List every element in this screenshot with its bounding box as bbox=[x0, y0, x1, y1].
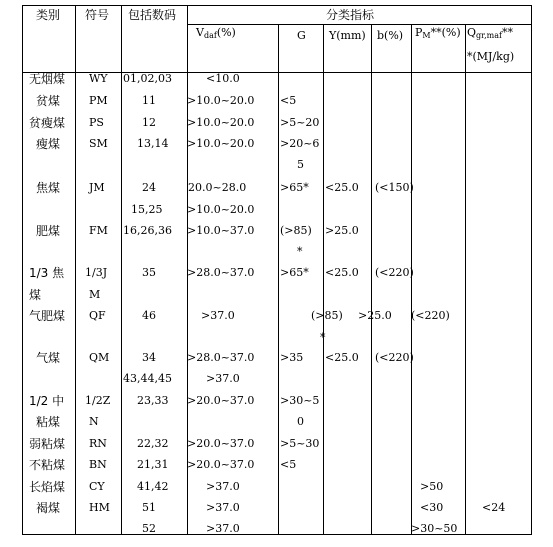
class-code: 51 bbox=[142, 501, 156, 514]
class-code: 43,44,45 bbox=[123, 372, 172, 385]
vdaf-value: <10.0 bbox=[206, 72, 240, 85]
vdaf-value: >28.0~37.0 bbox=[187, 351, 255, 364]
y-value: <25.0 bbox=[325, 351, 359, 364]
class-name: 褐煤 bbox=[36, 501, 61, 515]
b-value: (<150) bbox=[375, 181, 414, 194]
class-symbol: CY bbox=[89, 480, 105, 493]
header-class: 类别 bbox=[36, 8, 61, 22]
g-value: <5 bbox=[280, 458, 297, 471]
class-symbol: FM bbox=[89, 224, 108, 237]
g-value: >65* bbox=[280, 181, 309, 194]
class-symbol: SM bbox=[89, 137, 108, 150]
class-symbol: 1/3J bbox=[85, 266, 108, 279]
class-code: 12 bbox=[142, 116, 156, 129]
vdaf-value: 20.0~28.0 bbox=[188, 181, 247, 194]
column-divider bbox=[323, 24, 324, 534]
g-value: >65* bbox=[280, 266, 309, 279]
header-y: Y(mm) bbox=[329, 29, 366, 42]
g-value: (>85) bbox=[311, 309, 343, 322]
b-value: (<220) bbox=[375, 351, 414, 364]
vdaf-value: >37.0 bbox=[206, 522, 240, 535]
g-value: >5~20 bbox=[280, 116, 320, 129]
vdaf-value: >20.0~37.0 bbox=[187, 394, 255, 407]
class-name: 贫瘦煤 bbox=[29, 116, 66, 130]
class-symbol: RN bbox=[89, 437, 107, 450]
g-value: * bbox=[320, 331, 326, 344]
header-code: 包括数码 bbox=[128, 8, 177, 22]
class-code: 21,31 bbox=[137, 458, 169, 471]
b-value: (<220) bbox=[411, 309, 450, 322]
header-q: $Q_{gr,maf}**$ bbox=[467, 26, 513, 40]
g-value: >20~6 bbox=[280, 137, 320, 150]
column-divider bbox=[75, 6, 76, 534]
header-pm: $P_M**(\%)$ bbox=[415, 26, 461, 40]
vdaf-value: >10.0~20.0 bbox=[187, 203, 255, 216]
class-symbol: QM bbox=[89, 351, 110, 364]
header-divider bbox=[187, 24, 531, 25]
coal-classification-table bbox=[22, 5, 532, 535]
column-divider bbox=[371, 24, 372, 534]
class-symbol: HM bbox=[89, 501, 110, 514]
g-value: <5 bbox=[280, 94, 297, 107]
header-vdaf: $V_{daf}(\%)$ bbox=[196, 26, 236, 40]
class-name: 贫煤 bbox=[36, 94, 61, 108]
vdaf-value: >10.0~37.0 bbox=[187, 224, 255, 237]
g-value: >35 bbox=[280, 351, 304, 364]
pm-value: >50 bbox=[420, 480, 444, 493]
class-name: 弱粘煤 bbox=[29, 437, 66, 451]
header-indicators: 分类指标 bbox=[326, 8, 375, 22]
vdaf-value: >10.0~20.0 bbox=[187, 94, 255, 107]
class-name: 无烟煤 bbox=[29, 72, 66, 86]
pm-value: <30 bbox=[420, 501, 444, 514]
y-value: >25.0 bbox=[358, 309, 392, 322]
class-code: 41,42 bbox=[137, 480, 169, 493]
y-value: <25.0 bbox=[325, 266, 359, 279]
g-value: 0 bbox=[297, 415, 304, 428]
vdaf-value: >37.0 bbox=[206, 501, 240, 514]
header-g: G bbox=[297, 29, 306, 42]
class-code: 35 bbox=[142, 266, 156, 279]
class-symbol: 1/2Z bbox=[85, 394, 111, 407]
vdaf-value: >37.0 bbox=[206, 372, 240, 385]
class-code: 23,33 bbox=[137, 394, 169, 407]
class-name: 煤 bbox=[29, 288, 42, 302]
class-symbol: N bbox=[89, 415, 99, 428]
header-symbol: 符号 bbox=[85, 8, 110, 22]
column-divider bbox=[278, 24, 279, 534]
class-symbol: JM bbox=[89, 181, 105, 194]
class-name: 长焰煤 bbox=[29, 480, 66, 494]
vdaf-value: >37.0 bbox=[206, 480, 240, 493]
class-code: 01,02,03 bbox=[123, 72, 172, 85]
class-code: 22,32 bbox=[137, 437, 169, 450]
class-code: 11 bbox=[142, 94, 156, 107]
class-name: 1/3 焦 bbox=[29, 266, 65, 280]
header-b: b(%) bbox=[377, 29, 404, 42]
vdaf-value: >10.0~20.0 bbox=[187, 116, 255, 129]
b-value: (<220) bbox=[375, 266, 414, 279]
class-name: 气肥煤 bbox=[29, 309, 66, 323]
g-value: >5~30 bbox=[280, 437, 320, 450]
class-code: 13,14 bbox=[137, 137, 169, 150]
vdaf-value: >28.0~37.0 bbox=[187, 266, 255, 279]
class-code: 15,25 bbox=[131, 203, 163, 216]
class-symbol: BN bbox=[89, 458, 107, 471]
pm-value: >30~50 bbox=[411, 522, 458, 535]
class-symbol: WY bbox=[89, 72, 108, 85]
vdaf-value: >20.0~37.0 bbox=[187, 437, 255, 450]
vdaf-value: >37.0 bbox=[201, 309, 235, 322]
y-value: >25.0 bbox=[325, 224, 359, 237]
class-symbol: QF bbox=[89, 309, 106, 322]
vdaf-value: >20.0~37.0 bbox=[187, 458, 255, 471]
class-code: 34 bbox=[142, 351, 156, 364]
class-code: 52 bbox=[142, 522, 156, 535]
class-name: 1/2 中 bbox=[29, 394, 65, 408]
g-value: (>85) bbox=[280, 224, 312, 237]
class-code: 24 bbox=[142, 181, 156, 194]
class-symbol: PS bbox=[89, 116, 104, 129]
class-code: 46 bbox=[142, 309, 156, 322]
class-name: 粘煤 bbox=[36, 415, 61, 429]
g-value: * bbox=[297, 245, 303, 258]
class-symbol: M bbox=[89, 288, 101, 301]
column-divider bbox=[121, 6, 122, 534]
y-value: <25.0 bbox=[325, 181, 359, 194]
q-value: <24 bbox=[482, 501, 506, 514]
column-divider bbox=[465, 24, 466, 534]
g-value: >30~5 bbox=[280, 394, 320, 407]
vdaf-value: >10.0~20.0 bbox=[187, 137, 255, 150]
class-name: 肥煤 bbox=[36, 224, 61, 238]
class-name: 气煤 bbox=[36, 351, 61, 365]
class-name: 不粘煤 bbox=[29, 458, 66, 472]
class-symbol: PM bbox=[89, 94, 108, 107]
g-value: 5 bbox=[297, 158, 304, 171]
header-q-unit: *(MJ/kg) bbox=[467, 50, 515, 63]
class-name: 瘦煤 bbox=[36, 137, 61, 151]
class-code: 16,26,36 bbox=[123, 224, 172, 237]
class-name: 焦煤 bbox=[36, 181, 61, 195]
